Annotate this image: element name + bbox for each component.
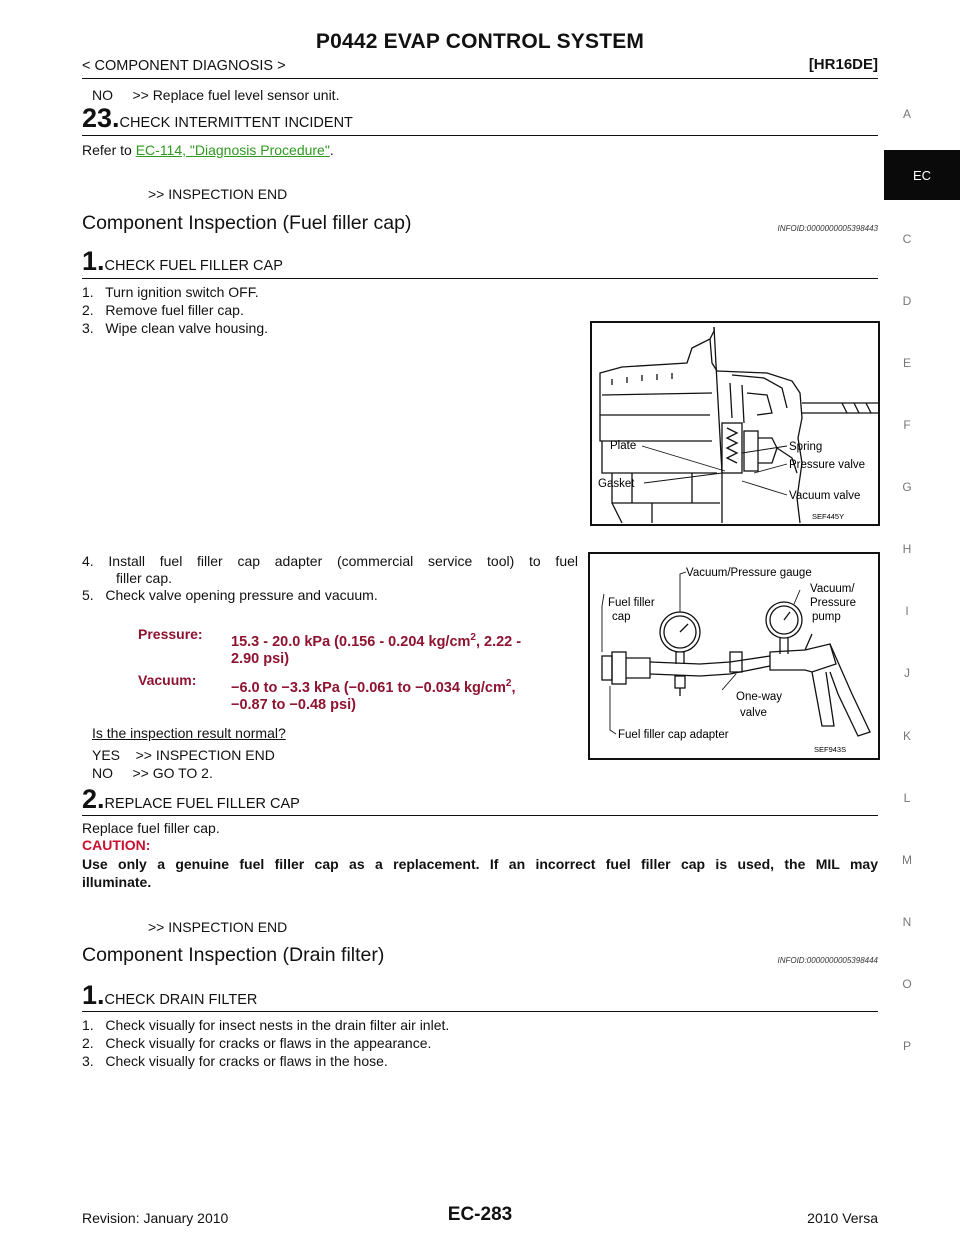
step-divider (82, 278, 878, 279)
vacuum-value-cont: , (511, 679, 516, 696)
list-item: 2. Check visually for cracks or flaws in the appearance. (82, 1035, 432, 1051)
step-label: CHECK FUEL FILLER CAP (104, 258, 283, 274)
step-1-heading (82, 246, 283, 276)
label-one-way: One-way (736, 691, 783, 703)
header-divider (82, 78, 878, 79)
step-number: 2. (82, 784, 105, 814)
figure-id: SEF943S (814, 745, 847, 754)
index-letter-p[interactable]: P (902, 1039, 911, 1053)
list-item: 4. Install fuel filler cap adapter (commercial service tool) to fuel (82, 553, 578, 569)
section-breadcrumb: < COMPONENT DIAGNOSIS > (82, 58, 286, 74)
fuel-filler-cap-diagram (590, 321, 880, 526)
index-letter-g[interactable]: G (902, 480, 912, 494)
inspection-end-1: >> INSPECTION END (148, 186, 288, 202)
pressure-value-cont: , 2.22 - (475, 633, 522, 650)
section-title-drain-filter: Component Inspection (Drain filter) (82, 944, 385, 966)
caution-label: CAUTION: (82, 837, 151, 853)
superscript: 2 (505, 678, 512, 689)
info-id: INFOID:0000000005398443 (777, 224, 878, 233)
diagnosis-procedure-link[interactable]: EC-114, "Diagnosis Procedure" (135, 142, 330, 158)
index-letter-j[interactable]: J (904, 666, 910, 680)
previous-no-result: NO >> Replace fuel level sensor unit. (92, 87, 340, 103)
label-pressure-valve: Pressure valve (789, 459, 866, 471)
tester-setup-illustration (590, 554, 878, 758)
label-vacuum-pump-1: Vacuum/ (810, 583, 855, 595)
pressure-value: 15.3 - 20.0 kPa (0.156 - 0.204 kg/cm (231, 633, 471, 650)
step-divider (82, 135, 878, 136)
step-label: CHECK INTERMITTENT INCIDENT (119, 115, 353, 131)
index-letter-c[interactable]: C (902, 232, 912, 246)
step-23-heading (82, 103, 353, 133)
vacuum-label: Vacuum: (138, 672, 197, 688)
step-divider (82, 815, 878, 816)
label-vacuum-pump-2: Pressure (810, 597, 857, 609)
section-title-fuel-filler-cap: Component Inspection (Fuel filler cap) (82, 212, 412, 234)
step-number: 1. (82, 246, 105, 276)
label-vacuum-pump-3: pump (812, 611, 841, 623)
index-letter-m[interactable]: M (902, 853, 912, 867)
index-letter-f[interactable]: F (903, 418, 911, 432)
label-plate: Plate (610, 440, 637, 452)
figure-id: SEF445Y (812, 512, 845, 521)
index-letter-a[interactable]: A (902, 107, 911, 121)
vacuum-value: −6.0 to −3.3 kPa (−0.061 to −0.034 kg/cm (231, 679, 506, 696)
caution-text-line2: illuminate. (82, 874, 152, 890)
index-letter-e[interactable]: E (902, 356, 911, 370)
refer-prefix: Refer to (82, 142, 136, 158)
cap-cross-section-illustration (592, 323, 878, 524)
label-vacuum-valve: Vacuum valve (789, 490, 861, 502)
revision-date: Revision: January 2010 (82, 1210, 229, 1226)
label-fuel-filler: Fuel filler (608, 597, 655, 609)
vacuum-value-line2: −0.87 to −0.48 psi) (231, 697, 356, 713)
list-item-continued: filler cap. (116, 570, 173, 586)
replace-instruction: Replace fuel filler cap. (82, 820, 220, 836)
model-year: 2010 Versa (807, 1210, 878, 1226)
info-id: INFOID:0000000005398444 (777, 956, 878, 965)
pressure-label: Pressure: (138, 626, 203, 642)
list-item: 3. Wipe clean valve housing. (82, 320, 268, 336)
drain-step-1-heading (82, 980, 257, 1010)
label-gasket: Gasket (598, 478, 635, 490)
result-no: NO >> GO TO 2. (92, 765, 213, 781)
superscript: 2 (470, 632, 476, 643)
list-item: 3. Check visually for cracks or flaws in the hose. (82, 1053, 388, 1069)
refer-suffix: . (329, 142, 334, 158)
index-letter-o[interactable]: O (902, 977, 912, 991)
step-number: 1. (82, 980, 105, 1010)
engine-model: [HR16DE] (808, 56, 878, 73)
list-item: 1. Check visually for insect nests in the drain filter air inlet. (82, 1017, 450, 1033)
label-spring: Spring (789, 441, 823, 453)
list-item: 2. Remove fuel filler cap. (82, 302, 244, 318)
step-number: 23. (82, 103, 120, 133)
caution-text-line1: Use only a genuine fuel filler cap as a replacement. If an incorrect fuel filler cap is used, the MIL may (82, 856, 878, 872)
pressure-value-line2: 2.90 psi) (231, 651, 290, 667)
label-vacuum-pressure-gauge: Vacuum/Pressure gauge (686, 567, 812, 579)
label-valve: valve (740, 707, 767, 719)
list-item: 1. Turn ignition switch OFF. (82, 284, 259, 300)
fuel-filler-cap-tester-diagram (588, 552, 880, 760)
page-title: P0442 EVAP CONTROL SYSTEM (315, 30, 645, 53)
label-filler-cap-adapter: Fuel filler cap adapter (618, 729, 729, 741)
step-divider (82, 1011, 878, 1012)
step-label: CHECK DRAIN FILTER (104, 992, 258, 1008)
index-letter-d[interactable]: D (902, 294, 912, 308)
index-letter-i[interactable]: I (905, 604, 909, 618)
list-item: 5. Check valve opening pressure and vacuum. (82, 587, 378, 603)
page-number: EC-283 (447, 1204, 513, 1225)
index-letter-h[interactable]: H (902, 542, 912, 556)
index-letter-l[interactable]: L (903, 791, 911, 805)
result-yes: YES >> INSPECTION END (92, 747, 275, 763)
inspection-end-2: >> INSPECTION END (148, 919, 288, 935)
index-tab-active[interactable]: EC (884, 150, 960, 200)
inspection-question: Is the inspection result normal? (92, 725, 286, 741)
index-letter-n[interactable]: N (902, 915, 912, 929)
refer-line (82, 141, 334, 159)
step-2-heading (82, 784, 300, 814)
step-label: REPLACE FUEL FILLER CAP (104, 796, 300, 812)
label-cap: cap (612, 611, 631, 623)
index-letter-k[interactable]: K (902, 729, 911, 743)
